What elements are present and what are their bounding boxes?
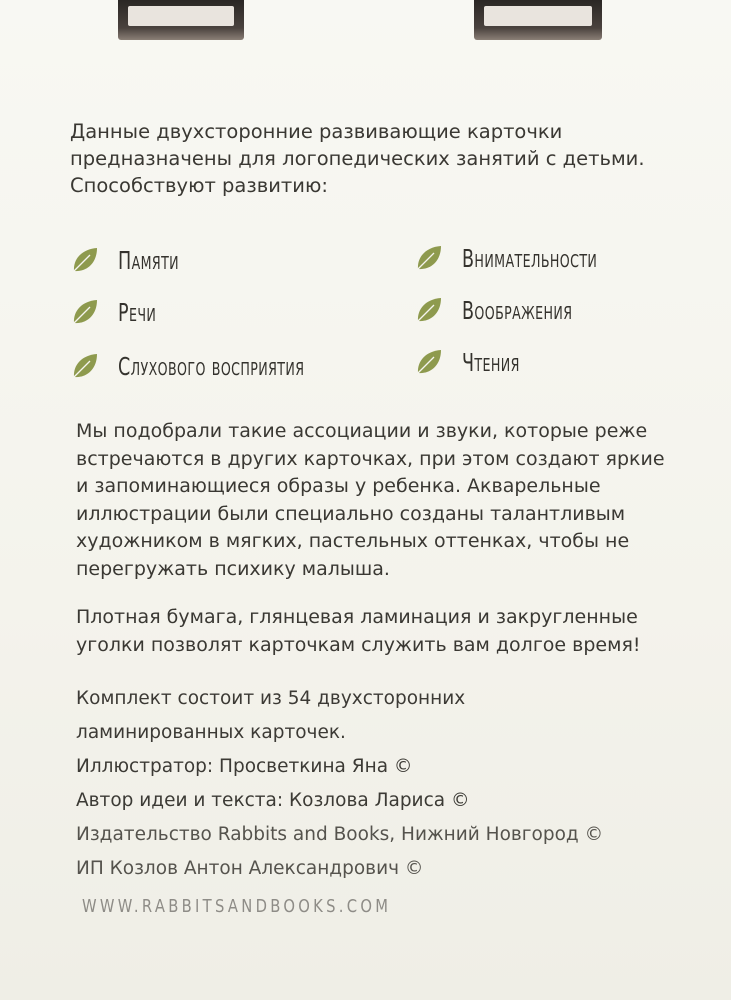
author-credit: Автор идеи и текста: Козлова Лариса © — [76, 790, 470, 811]
leaf-icon — [414, 243, 444, 273]
publisher-credit: Издательство Rabbits and Books, Нижний Новгород © — [76, 824, 604, 845]
skill-item-imagination — [414, 290, 604, 330]
paragraph-line: иллюстрации были специально созданы талантливым — [76, 502, 626, 525]
skill-label: Чтения — [462, 347, 520, 377]
website-url: WWW.RABBITSANDBOOKS.COM — [82, 896, 392, 917]
entrepreneur-credit: ИП Козлов Антон Александрович © — [76, 858, 424, 879]
illustrator-credit: Иллюстратор: Просветкина Яна © — [76, 756, 413, 777]
skill-label: Речи — [118, 297, 157, 327]
skills-list — [70, 236, 690, 396]
skill-item-auditory — [70, 346, 357, 386]
skill-label: Памяти — [118, 245, 180, 275]
skill-item-memory — [70, 240, 196, 280]
quality-paragraph — [76, 604, 676, 659]
leaf-icon — [70, 297, 100, 327]
skill-label: Внимательности — [462, 243, 598, 273]
intro-line: Способствуют развитию: — [70, 174, 328, 197]
paragraph-line: встречаются в других карточках, при этом создают яркие — [76, 447, 665, 470]
paragraph-line: Мы подобрали такие ассоциации и звуки, которые реже — [76, 420, 648, 442]
skill-item-reading — [414, 342, 536, 382]
paragraph-line: и запоминающиеся образы у ребенка. Акварельные — [76, 475, 601, 497]
leaf-icon — [70, 245, 100, 275]
set-contents-line: Комплект состоит из 54 двухсторонних — [76, 688, 466, 709]
intro-line: Данные двухсторонние развивающие карточки — [70, 120, 563, 143]
paragraph-line: уголки позволят карточкам служить вам долгое время! — [76, 633, 641, 656]
skill-label: Слухового восприятия — [118, 351, 305, 381]
paragraph-line: Плотная бумага, глянцевая ламинация и закругленные — [76, 606, 638, 628]
skill-label: Воображения — [462, 295, 573, 325]
leaf-icon — [70, 351, 100, 381]
credits-block — [76, 682, 696, 886]
binder-clip-left — [118, 0, 244, 40]
intro-text — [70, 118, 690, 199]
paragraph-line: перегружать психику малыша. — [76, 557, 390, 580]
skill-item-attention — [414, 238, 635, 278]
leaf-icon — [414, 295, 444, 325]
set-contents-line: ламинированных карточек. — [76, 722, 346, 743]
skill-item-speech — [70, 292, 167, 332]
leaf-icon — [414, 347, 444, 377]
description-paragraph — [76, 418, 676, 583]
paragraph-line: художником в мягких, пастельных оттенках, чтобы не — [76, 530, 630, 552]
intro-line: предназначены для логопедических занятий с детьми. — [70, 147, 645, 170]
binder-clip-right — [474, 0, 602, 40]
